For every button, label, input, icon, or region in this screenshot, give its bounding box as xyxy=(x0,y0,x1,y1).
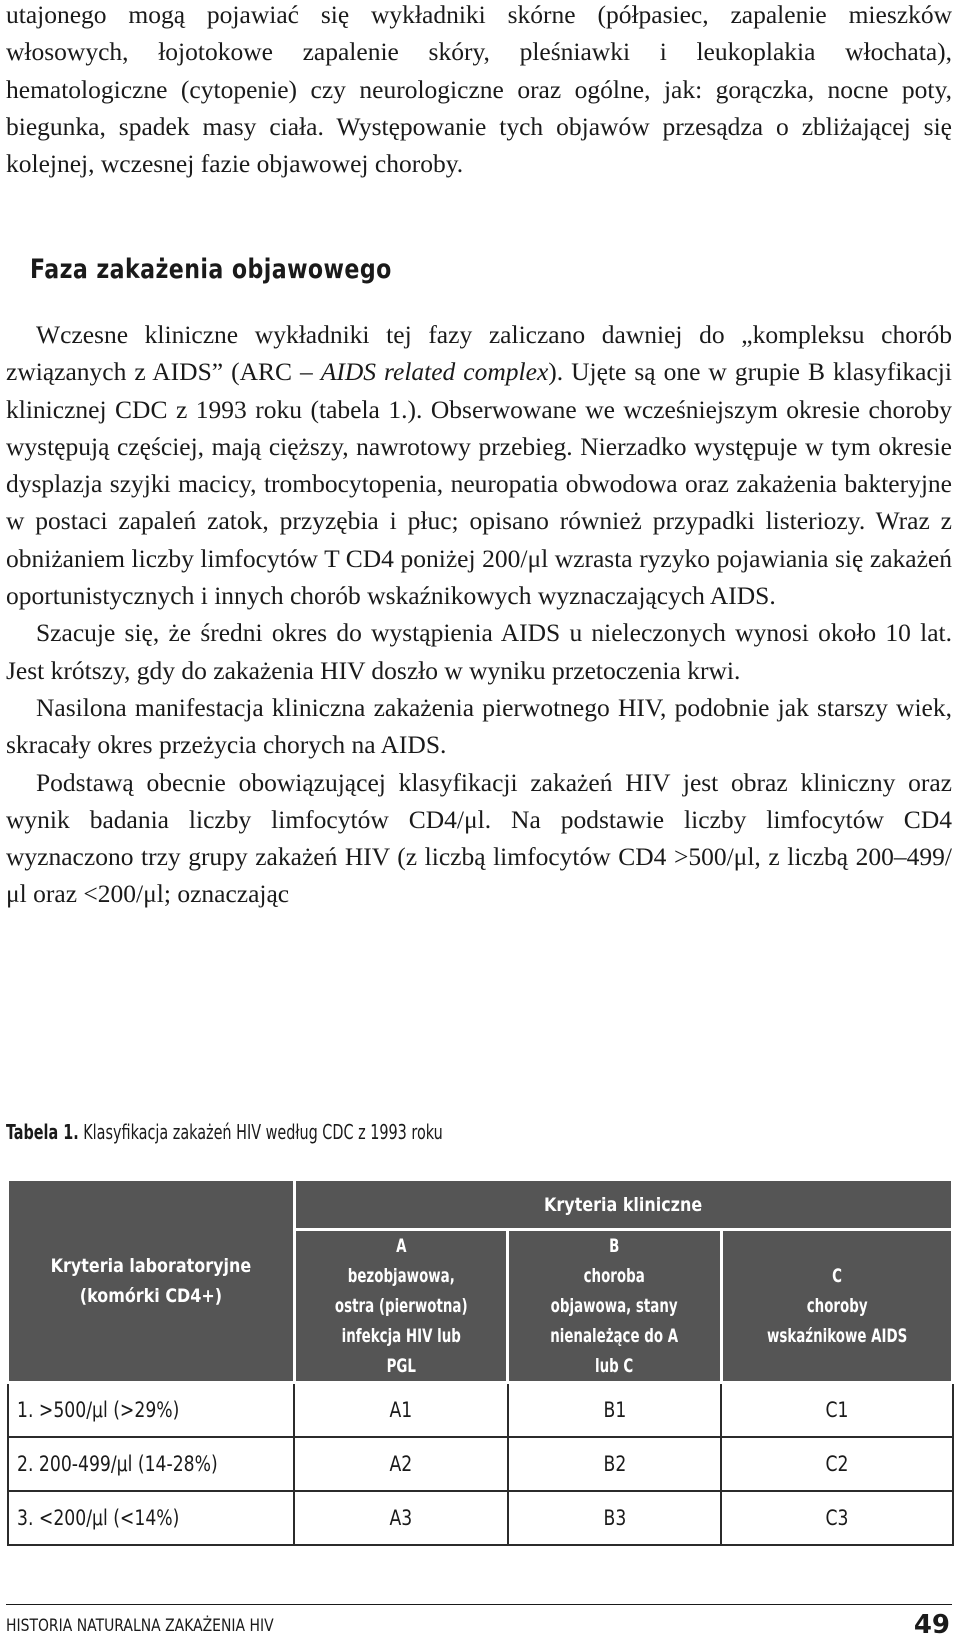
column-a-desc: bezobjawowa, ostra (pierwotna) infekcja HIV lub PGL xyxy=(334,1265,468,1377)
header-column-b xyxy=(508,1230,721,1383)
paragraph: Szacuje się, że średni okres do wystąpienia AIDS u nieleczonych wynosi około 10 lat. Jest krótszy, gdy do zakażenia HIV doszło w wyniku przetoczenia krwi. xyxy=(6,618,952,685)
table-row xyxy=(8,1383,953,1438)
header-clinical-criteria: Kryteria kliniczne xyxy=(294,1180,952,1230)
paragraph xyxy=(6,316,952,614)
table-row xyxy=(8,1491,953,1545)
cell-a: A2 xyxy=(294,1437,508,1491)
header-column-a xyxy=(294,1230,508,1383)
table-caption-label: Tabela 1. xyxy=(6,1120,79,1144)
column-a-letter: A xyxy=(395,1235,407,1257)
column-b-desc: choroba objawowa, stany nienależące do A lub C xyxy=(550,1265,679,1377)
header-column-c xyxy=(721,1230,952,1383)
table-caption xyxy=(6,1120,443,1144)
cell-a: A3 xyxy=(294,1491,508,1545)
body-text-top xyxy=(6,0,952,182)
header-lab-criteria: Kryteria laboratoryjne (komórki CD4+) xyxy=(8,1180,295,1383)
row-label: 2. 200-499/μl (14-28%) xyxy=(8,1437,295,1491)
paragraph-text: ). Ujęte są one w grupie B klasyfikacji klinicznej CDC z 1993 roku (tabela 1.). Obserwowane we wcześniejszym okresie choroby występują częściej, mają cięższy, nawrotowy przebieg. Nierzadko występuje w tym okresie dysplazja szyjki macicy, trombocytopenia, neuropatia obwodowa oraz zakażenia bakteryjne w postaci zapaleń zatok, przyzębia i płuc; opisano również przypadki listeriozy. Wraz z obniżaniem liczby limfocytów T CD4 poniżej 200/μl wzrasta ryzyko pojawiania się zakażeń oportunistycznych i innych chorób wskaźnikowych wyznaczających AIDS. xyxy=(6,357,952,611)
cell-c: C3 xyxy=(721,1491,952,1545)
paragraph: Nasilona manifestacja kliniczna zakażenia pierwotnego HIV, podobnie jak starszy wiek, skracały okres przeżycia chorych na AIDS. xyxy=(6,692,952,760)
footer-divider xyxy=(6,1604,952,1605)
paragraph-text: Wczesne kliniczne wykładniki tej fazy zaliczano dawniej do „kompleksu chorób związanych z AIDS” (ARC – xyxy=(6,320,952,387)
cdc-classification-table xyxy=(6,1178,954,1546)
italic-term: AIDS related complex xyxy=(320,357,549,387)
column-c-desc: choroby wskaźnikowe AIDS xyxy=(766,1295,908,1347)
cell-b: B1 xyxy=(508,1383,721,1438)
section-heading: Faza zakażenia objawowego xyxy=(30,254,392,285)
cell-a: A1 xyxy=(294,1383,508,1438)
paragraph: utajonego mogą pojawiać się wykładniki skórne (półpasiec, zapalenie mieszków włosowych, łojotokowe zapalenie skóry, pleśniawki i leukoplakia włochata), hematologiczne (cytopenie) czy neurologiczne oraz ogólne, jak: gorączka, nocne poty, biegunka, spadek masy ciała. Występowanie tych objawów przesądza o zbliżającej się kolejnej, wczesnej fazie objawowej choroby. xyxy=(6,0,952,179)
column-b-letter: B xyxy=(609,1235,620,1257)
running-title: HISTORIA NATURALNA ZAKAŻENIA HIV xyxy=(6,1616,274,1636)
cell-b: B2 xyxy=(508,1437,721,1491)
cell-b: B3 xyxy=(508,1491,721,1545)
table-caption-text: Klasyfikacja zakażeń HIV według CDC z 1993 roku xyxy=(78,1120,443,1144)
page-number: 49 xyxy=(913,1610,950,1640)
row-label: 1. >500/μl (>29%) xyxy=(8,1383,295,1438)
body-text-section xyxy=(6,316,952,913)
paragraph: Podstawą obecnie obowiązującej klasyfikacji zakażeń HIV jest obraz kliniczny oraz wynik badania liczby limfocytów CD4/μl. Na podstawie liczby limfocytów CD4 wyznaczono trzy grupy zakażeń HIV (z liczbą limfocytów CD4 >500/μl, z liczbą 200–499/μl oraz <200/μl; oznaczając xyxy=(6,767,952,909)
column-c-letter: C xyxy=(831,1265,842,1287)
cell-c: C2 xyxy=(721,1437,952,1491)
cell-c: C1 xyxy=(721,1383,952,1438)
table-row xyxy=(8,1437,953,1491)
row-label: 3. <200/μl (<14%) xyxy=(8,1491,295,1545)
